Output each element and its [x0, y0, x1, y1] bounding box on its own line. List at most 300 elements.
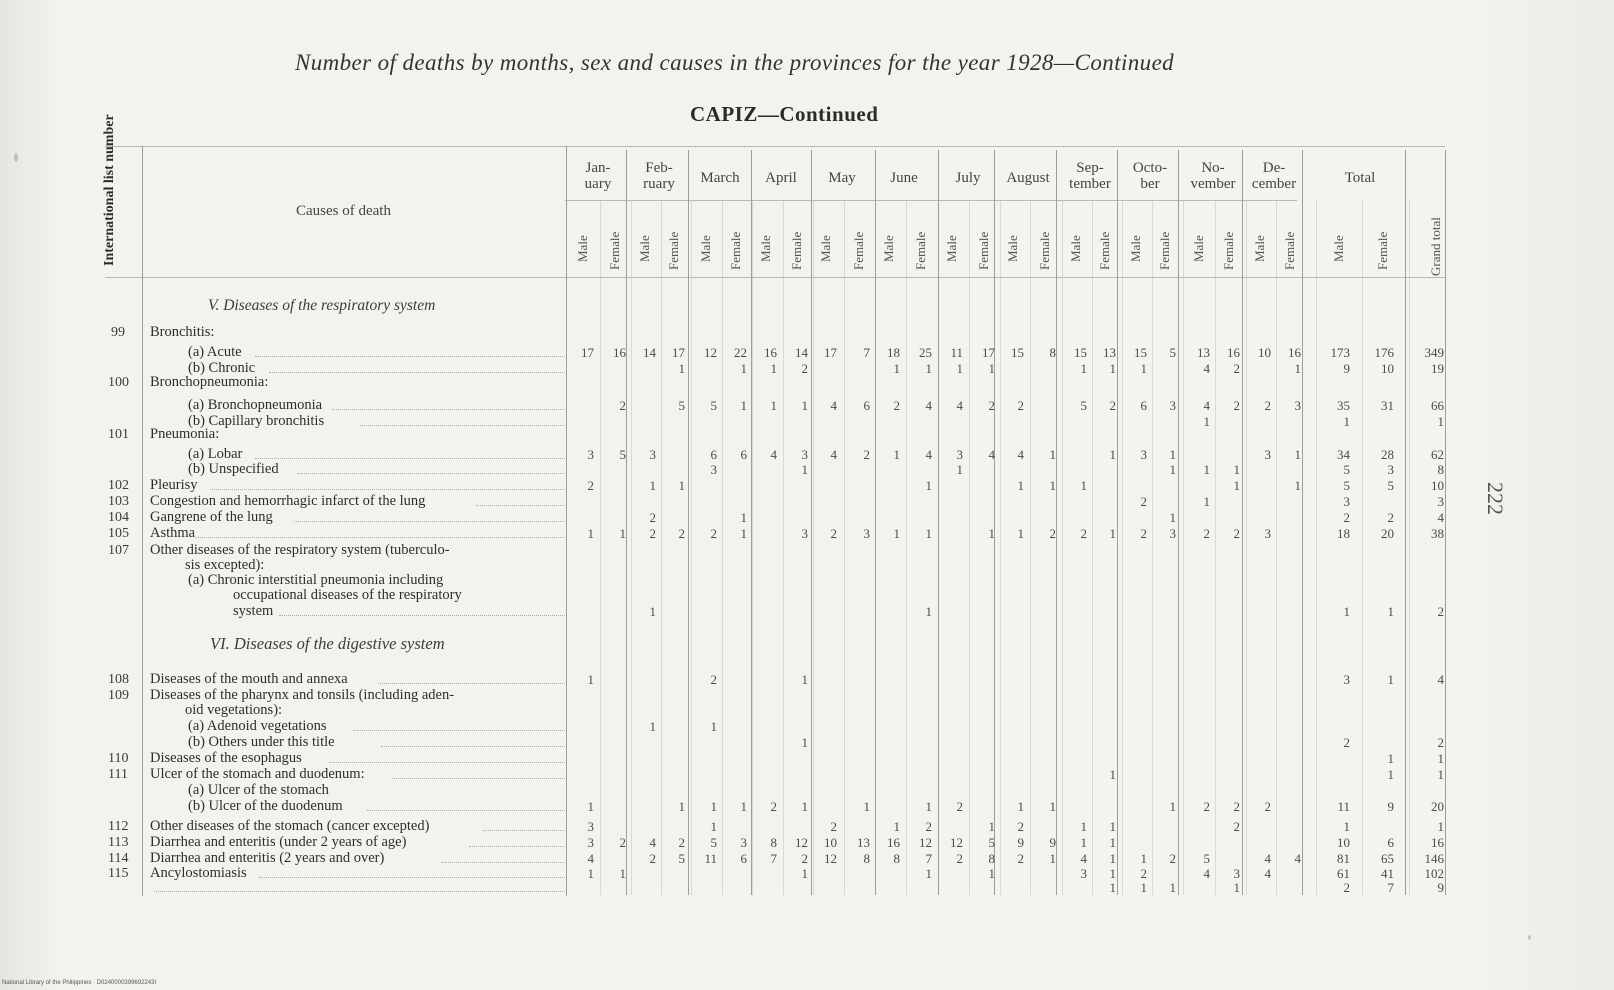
table-row	[0, 880, 1614, 896]
female-header: Female	[666, 231, 681, 270]
cell-value: 1	[893, 526, 900, 541]
cell-value: 1	[956, 361, 963, 376]
cell-value: 4	[925, 447, 932, 462]
cause-label: Congestion and hemorrhagic infarct of the lung	[150, 493, 426, 509]
cell-value: 16	[613, 345, 626, 360]
cell-value: 3	[587, 819, 594, 834]
cell-value: 102	[1424, 866, 1444, 881]
cell-value: 1	[893, 361, 900, 376]
month-header: Jan- uary	[584, 160, 612, 192]
table-row	[0, 719, 1614, 735]
cell-value: 1	[1080, 478, 1087, 493]
cell-value: 8	[1437, 462, 1444, 477]
cell-value: 2	[1169, 851, 1176, 866]
cell-value: 4	[1203, 398, 1210, 413]
cell-value: 4	[956, 398, 963, 413]
table-row	[0, 588, 1614, 604]
cell-value: 4	[830, 398, 837, 413]
table-row	[0, 375, 1614, 391]
cell-value: 1	[1140, 851, 1147, 866]
cell-value: 4	[1017, 447, 1024, 462]
cell-value: 3	[801, 526, 808, 541]
cause-label: Other diseases of the respiratory system (tuberculo-	[150, 542, 450, 558]
cell-value: 7	[770, 851, 777, 866]
table-row	[0, 672, 1614, 688]
cause-label: (b) Ulcer of the duodenum	[188, 798, 343, 814]
cell-value: 1	[1343, 819, 1350, 834]
cell-value: 2	[619, 398, 626, 413]
female-header: Female	[1097, 231, 1112, 270]
cell-value: 81	[1337, 851, 1350, 866]
month-header: March	[700, 170, 740, 186]
cell-value: 1	[649, 604, 656, 619]
dot-leader	[329, 762, 565, 763]
cell-value: 1	[1387, 672, 1394, 687]
cell-value: 1	[1169, 880, 1176, 895]
cell-value: 1	[1169, 447, 1176, 462]
dot-leader	[259, 877, 565, 878]
intl-list-number: 100	[108, 375, 129, 390]
cell-value: 2	[1017, 398, 1024, 413]
cell-value: 4	[649, 835, 656, 850]
cell-value: 1	[801, 462, 808, 477]
cell-value: 15	[1134, 345, 1147, 360]
cell-value: 3	[1169, 526, 1176, 541]
cell-value: 1	[1109, 880, 1116, 895]
cell-value: 13	[1103, 345, 1116, 360]
dot-leader	[210, 489, 565, 490]
cell-value: 13	[857, 835, 870, 850]
cell-value: 8	[988, 851, 995, 866]
cell-value: 1	[801, 735, 808, 750]
female-header: Female	[728, 231, 743, 270]
table-row	[0, 819, 1614, 835]
intl-list-number: 111	[108, 767, 128, 782]
cell-value: 1	[740, 799, 747, 814]
table-row	[0, 494, 1614, 510]
cell-value: 1	[1437, 751, 1444, 766]
cell-value: 12	[795, 835, 808, 850]
cell-value: 2	[1140, 526, 1147, 541]
cell-value: 2	[1264, 799, 1271, 814]
intl-list-number: 112	[108, 819, 129, 834]
cell-value: 1	[678, 361, 685, 376]
cell-value: 2	[1140, 494, 1147, 509]
month-header: June	[890, 170, 918, 186]
cell-value: 2	[678, 835, 685, 850]
cell-value: 1	[801, 398, 808, 413]
cell-value: 5	[678, 398, 685, 413]
cell-value: 173	[1330, 345, 1350, 360]
cause-label: Pleurisy	[150, 477, 198, 493]
cell-value: 1	[740, 510, 747, 525]
cell-value: 1	[1109, 835, 1116, 850]
cell-value: 1	[1017, 526, 1024, 541]
cell-value: 15	[1074, 345, 1087, 360]
cell-value: 1	[740, 361, 747, 376]
cause-label: Diarrhea and enteritis (2 years and over)	[150, 850, 385, 866]
cell-value: 4	[988, 447, 995, 462]
cell-value: 8	[893, 851, 900, 866]
cell-value: 3	[1080, 866, 1087, 881]
cell-value: 1	[740, 398, 747, 413]
dot-leader	[269, 372, 565, 373]
cell-value: 1	[1203, 494, 1210, 509]
cell-value: 1	[678, 478, 685, 493]
cell-value: 5	[1387, 478, 1394, 493]
causes-header: Causes of death	[296, 203, 391, 219]
cell-value: 1	[1169, 462, 1176, 477]
male-header: Male	[1128, 235, 1143, 262]
cell-value: 4	[1203, 361, 1210, 376]
cell-value: 5	[988, 835, 995, 850]
cell-value: 2	[710, 526, 717, 541]
table-row	[0, 783, 1614, 799]
cell-value: 9	[1343, 361, 1350, 376]
cell-value: 2	[770, 799, 777, 814]
cell-value: 3	[1437, 494, 1444, 509]
female-header: Female	[1221, 231, 1236, 270]
male-header: Male	[818, 235, 833, 262]
table-row	[0, 462, 1614, 478]
cell-value: 2	[1437, 604, 1444, 619]
cell-value: 9	[1017, 835, 1024, 850]
male-header: Male	[1191, 235, 1206, 262]
male-header: Male	[1252, 235, 1267, 262]
cell-value: 1	[587, 672, 594, 687]
cell-value: 2	[1233, 526, 1240, 541]
cause-label: Diseases of the mouth and annexa	[150, 671, 348, 687]
intl-number-header: International list number	[102, 114, 117, 266]
dot-leader	[360, 425, 565, 426]
dot-leader	[476, 505, 565, 506]
cell-value: 8	[863, 851, 870, 866]
cell-value: 1	[1049, 799, 1056, 814]
cell-value: 10	[1431, 478, 1444, 493]
cell-value: 1	[1109, 866, 1116, 881]
dot-leader	[378, 683, 565, 684]
month-header: Feb- ruary	[643, 160, 675, 192]
cause-label: occupational diseases of the respiratory	[233, 587, 462, 603]
cell-value: 14	[795, 345, 808, 360]
cell-value: 17	[581, 345, 594, 360]
cell-value: 3	[1264, 526, 1271, 541]
intl-list-number: 101	[108, 427, 129, 442]
cause-label: Diseases of the pharynx and tonsils (including aden-	[150, 687, 455, 703]
section-heading-respiratory: V. Diseases of the respiratory system	[208, 297, 436, 314]
cell-value: 4	[1437, 510, 1444, 525]
cause-label: (a) Lobar	[188, 446, 243, 462]
intl-list-number: 104	[108, 510, 129, 525]
cell-value: 1	[893, 819, 900, 834]
table-row	[0, 735, 1614, 751]
cell-value: 10	[1258, 345, 1271, 360]
cell-value: 1	[1437, 767, 1444, 782]
cell-value: 10	[824, 835, 837, 850]
cell-value: 2	[1109, 398, 1116, 413]
intl-list-number: 108	[108, 672, 129, 687]
cell-value: 1	[1109, 767, 1116, 782]
cell-value: 1	[1080, 835, 1087, 850]
cell-value: 1	[619, 866, 626, 881]
cell-value: 1	[925, 361, 932, 376]
cell-value: 1	[925, 526, 932, 541]
cell-value: 5	[1343, 478, 1350, 493]
cell-value: 2	[649, 851, 656, 866]
cell-value: 2	[830, 819, 837, 834]
cell-value: 1	[893, 447, 900, 462]
cell-value: 1	[1343, 414, 1350, 429]
cell-value: 349	[1424, 345, 1444, 360]
cell-value: 1	[770, 361, 777, 376]
cause-label: system	[233, 603, 274, 619]
cell-value: 1	[587, 799, 594, 814]
cell-value: 19	[1431, 361, 1444, 376]
page-subtitle: CAPIZ—Continued	[690, 102, 879, 126]
intl-list-number: 114	[108, 851, 129, 866]
male-header: Male	[881, 235, 896, 262]
intl-list-number: 110	[108, 751, 129, 766]
cell-value: 2	[863, 447, 870, 462]
cell-value: 2	[956, 851, 963, 866]
cell-value: 35	[1337, 398, 1350, 413]
cell-value: 1	[1437, 414, 1444, 429]
cell-value: 1	[925, 799, 932, 814]
dot-leader	[483, 830, 565, 831]
cell-value: 31	[1381, 398, 1394, 413]
cell-value: 62	[1431, 447, 1444, 462]
cell-value: 1	[587, 526, 594, 541]
cell-value: 2	[1233, 799, 1240, 814]
cell-value: 28	[1381, 447, 1394, 462]
cell-value: 8	[1049, 345, 1056, 360]
cell-value: 16	[1431, 835, 1444, 850]
month-header: August	[1006, 170, 1050, 186]
cell-value: 1	[710, 719, 717, 734]
cell-value: 3	[587, 447, 594, 462]
cell-value: 1	[1294, 447, 1301, 462]
cell-value: 6	[1387, 835, 1394, 850]
intl-list-number: 105	[108, 526, 129, 541]
cell-value: 2	[1233, 361, 1240, 376]
dot-leader	[381, 746, 565, 747]
cause-label: Ulcer of the stomach and duodenum:	[150, 766, 365, 782]
cell-value: 3	[801, 447, 808, 462]
table-row	[0, 427, 1614, 443]
female-header: Female	[789, 231, 804, 270]
cell-value: 17	[982, 345, 995, 360]
female-header: Female	[1282, 231, 1297, 270]
cell-value: 6	[1140, 398, 1147, 413]
cause-label: Ancylostomiasis	[150, 865, 247, 881]
cell-value: 3	[649, 447, 656, 462]
cell-value: 1	[649, 478, 656, 493]
intl-list-number: 103	[108, 494, 129, 509]
cell-value: 1	[988, 526, 995, 541]
cell-value: 1	[1080, 361, 1087, 376]
cell-value: 12	[919, 835, 932, 850]
cell-value: 2	[801, 361, 808, 376]
dot-leader	[332, 409, 565, 410]
cell-value: 4	[1294, 851, 1301, 866]
cell-value: 1	[988, 819, 995, 834]
cell-value: 3	[1343, 672, 1350, 687]
cause-label: Diarrhea and enteritis (under 2 years of age)	[150, 834, 407, 850]
cell-value: 2	[1437, 735, 1444, 750]
cell-value: 18	[1337, 526, 1350, 541]
cell-value: 1	[1387, 767, 1394, 782]
cell-value: 2	[1080, 526, 1087, 541]
cell-value: 1	[863, 799, 870, 814]
table-row	[0, 604, 1614, 620]
month-header: April	[765, 170, 797, 186]
cell-value: 2	[1017, 819, 1024, 834]
cell-value: 4	[1437, 672, 1444, 687]
cell-value: 1	[587, 866, 594, 881]
dot-leader	[255, 356, 565, 357]
cell-value: 14	[643, 345, 656, 360]
cause-label: Other diseases of the stomach (cancer excepted)	[150, 818, 430, 834]
month-header: Total	[1344, 170, 1376, 186]
table-row	[0, 835, 1614, 851]
intl-list-number: 99	[111, 325, 125, 340]
table-row	[0, 398, 1614, 414]
cell-value: 1	[1109, 526, 1116, 541]
cell-value: 3	[1387, 462, 1394, 477]
intl-list-number: 115	[108, 866, 129, 881]
cell-value: 1	[1109, 361, 1116, 376]
month-header: Octo- ber	[1132, 160, 1168, 192]
cell-value: 6	[740, 851, 747, 866]
cell-value: 3	[956, 447, 963, 462]
dot-leader	[255, 458, 565, 459]
cell-value: 1	[925, 866, 932, 881]
cell-value: 1	[1017, 478, 1024, 493]
cell-value: 1	[1049, 851, 1056, 866]
month-header: May	[828, 170, 856, 186]
male-header: Male	[1331, 235, 1346, 262]
cell-value: 6	[740, 447, 747, 462]
cell-value: 3	[1294, 398, 1301, 413]
cause-label: (a) Adenoid vegetations	[188, 718, 327, 734]
intl-list-number: 109	[108, 688, 129, 703]
cell-value: 1	[1233, 478, 1240, 493]
cell-value: 3	[710, 462, 717, 477]
cell-value: 1	[1140, 361, 1147, 376]
cell-value: 1	[1169, 510, 1176, 525]
cause-label: Pneumonia:	[150, 426, 220, 442]
cell-value: 1	[740, 526, 747, 541]
month-header: De- cember	[1251, 160, 1297, 192]
cell-value: 2	[1049, 526, 1056, 541]
cell-value: 1	[1017, 799, 1024, 814]
cause-label: (b) Capillary bronchitis	[188, 413, 325, 429]
cell-value: 1	[649, 719, 656, 734]
cell-value: 5	[710, 835, 717, 850]
cell-value: 7	[925, 851, 932, 866]
cell-value: 2	[1387, 510, 1394, 525]
cell-value: 3	[1233, 866, 1240, 881]
cell-value: 1	[988, 361, 995, 376]
cell-value: 1	[1080, 819, 1087, 834]
cell-value: 6	[710, 447, 717, 462]
grid-line	[565, 200, 1297, 201]
cause-label: oid vegetations):	[185, 702, 283, 718]
page-number: 222	[1483, 482, 1508, 515]
table-row	[0, 767, 1614, 783]
cell-value: 2	[988, 398, 995, 413]
table-row	[0, 751, 1614, 767]
month-header: No- vember	[1190, 160, 1236, 192]
cell-value: 3	[740, 835, 747, 850]
grand-total-header: Grand total	[1428, 217, 1443, 276]
female-header: Female	[1375, 231, 1390, 270]
male-header: Male	[1005, 235, 1020, 262]
cell-value: 3	[1169, 398, 1176, 413]
cell-value: 176	[1374, 345, 1394, 360]
table-row	[0, 325, 1614, 341]
male-header: Male	[575, 235, 590, 262]
cell-value: 34	[1337, 447, 1350, 462]
cell-value: 2	[893, 398, 900, 413]
cell-value: 1	[1109, 819, 1116, 834]
female-header: Female	[1037, 231, 1052, 270]
cause-label: Gangrene of the lung	[150, 509, 273, 525]
cell-value: 4	[1264, 866, 1271, 881]
cell-value: 2	[956, 799, 963, 814]
cause-label: sis excepted):	[185, 557, 265, 573]
cell-value: 20	[1431, 799, 1444, 814]
cell-value: 1	[801, 799, 808, 814]
cell-value: 5	[1080, 398, 1087, 413]
cell-value: 1	[801, 866, 808, 881]
cell-value: 2	[1343, 735, 1350, 750]
paper-stain	[1528, 935, 1531, 940]
cell-value: 1	[925, 478, 932, 493]
cell-value: 4	[770, 447, 777, 462]
cell-value: 2	[830, 526, 837, 541]
cell-value: 4	[925, 398, 932, 413]
cell-value: 9	[1049, 835, 1056, 850]
intl-list-number: 113	[108, 835, 129, 850]
cause-label: (a) Chronic interstitial pneumonia including	[188, 572, 444, 588]
cell-value: 8	[770, 835, 777, 850]
cell-value: 17	[824, 345, 837, 360]
section-heading-digestive: VI. Diseases of the digestive system	[210, 634, 445, 653]
dot-leader	[367, 810, 565, 811]
intl-list-number: 107	[108, 543, 129, 558]
cell-value: 4	[830, 447, 837, 462]
cell-value: 3	[587, 835, 594, 850]
cell-value: 1	[1437, 819, 1444, 834]
cause-label: Bronchopneumonia:	[150, 374, 269, 390]
cell-value: 65	[1381, 851, 1394, 866]
cell-value: 2	[710, 672, 717, 687]
cell-value: 3	[1264, 447, 1271, 462]
cell-value: 3	[1140, 447, 1147, 462]
male-header: Male	[758, 235, 773, 262]
grid-line	[105, 146, 1445, 147]
cell-value: 2	[1203, 526, 1210, 541]
cell-value: 2	[1264, 398, 1271, 413]
cell-value: 25	[919, 345, 932, 360]
cell-value: 2	[1017, 851, 1024, 866]
dot-leader	[279, 615, 565, 616]
cell-value: 11	[704, 851, 717, 866]
dot-leader	[441, 862, 565, 863]
cause-label: Asthma	[150, 525, 196, 541]
table-row	[0, 510, 1614, 526]
